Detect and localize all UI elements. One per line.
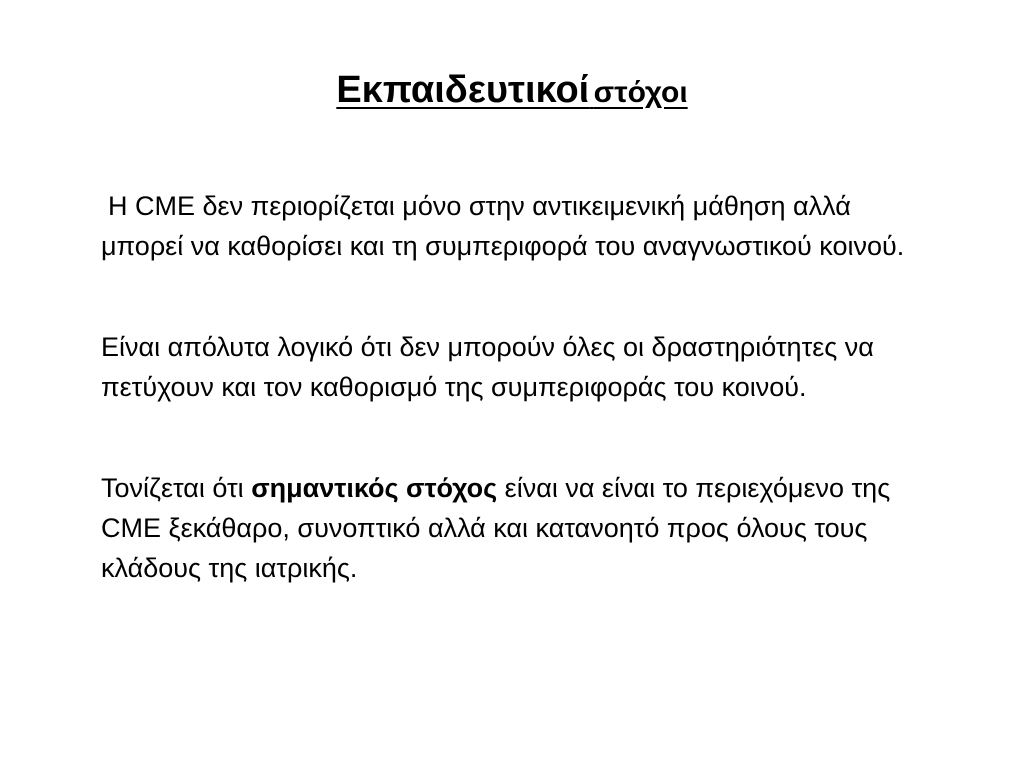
slide-title: [0, 70, 1024, 112]
paragraph-3-lead: Τονίζεται ότι: [101, 473, 252, 503]
paragraph-3-rest: είναι να είναι το περιεχόμενο της CME ξεκάθαρο, συνοπτικό αλλά και κατανοητό προς όλους τους κλάδους της ιατρικής.: [101, 473, 891, 583]
slide-title-main: Εκπαιδευτικοί: [336, 69, 590, 111]
paragraph-1: Η CME δεν περιορίζεται μόνο στην αντικειμενική μάθηση αλλά μπορεί να καθορίσει και τη συμπεριφορά του αναγνωστικού κοινού.: [101, 191, 905, 261]
paragraph-2: Είναι απόλυτα λογικό ότι δεν μπορούν όλες οι δραστηριότητες να πετύχουν και τον καθορισμό της συμπεριφοράς του κοινού.: [101, 332, 874, 402]
paragraph-3-emphasis: σημαντικός στόχος: [251, 473, 498, 503]
slide-body: [101, 186, 931, 588]
paragraph-3: [101, 468, 931, 588]
slide-title-sub: στόχοι: [593, 76, 688, 109]
